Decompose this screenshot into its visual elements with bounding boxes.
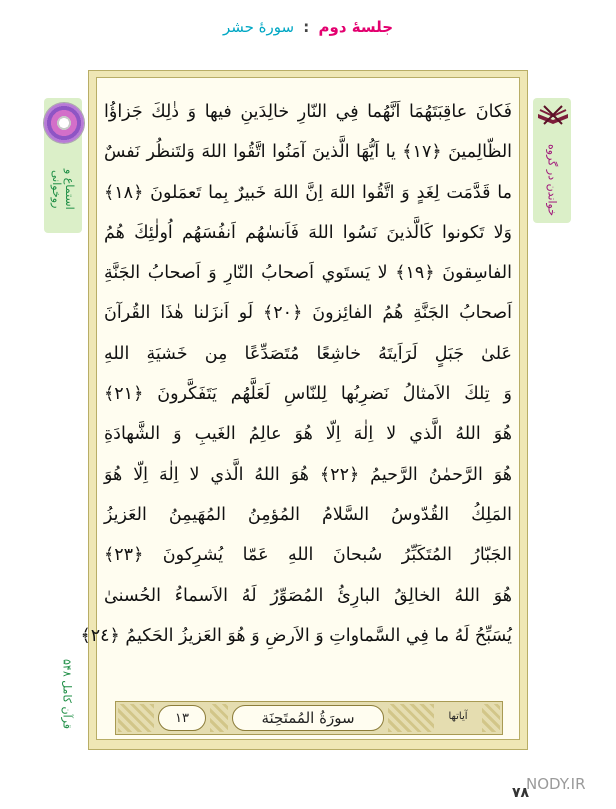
verse-line: الظّالِمينَ ﴿١٧﴾ يا اَيُّهَا الَّذينَ آمَنُوا اتَّقُوا اللهَ وَلتَنظُر نَفسٌ — [104, 142, 513, 163]
verse-line: فَكانَ عاقِبَتَهُمَا اَنَّهُما فِي النّارِ خالِدَينِ فيها وَ ذٰلِكَ جَزاؤُا — [104, 102, 512, 122]
quran-book-icon — [536, 104, 570, 128]
page-number: ۷۸ — [512, 785, 530, 801]
watermark: NODY.IR — [526, 775, 586, 793]
session-label: جلسهٔ دوم — [318, 18, 394, 36]
verse-line: ما قَدَّمَت لِغَدٍ وَ اتَّقُوا اللهَ اِنَّ اللهَ خَبيرٌ بِما تَعمَلونَ ﴿١٨﴾ — [104, 182, 512, 203]
group-reading-tab-label: خواندن در گروه — [545, 143, 559, 217]
ornament-pattern — [482, 704, 500, 732]
ayat-label: آیاتها — [448, 711, 468, 722]
verse-line: هُوَ اللهُ الخالِقُ البارِئُ المُصَوِّرُ لَهُ الاَسماءُ الحُسنىٰ — [104, 585, 512, 606]
verse-line: وَ تِلكَ الاَمثالُ نَضرِبُها لِلنّاسِ لَعَلَّهُم يَتَفَكَّرونَ ﴿٢١﴾ — [104, 384, 512, 405]
quran-text-block — [80, 92, 513, 656]
ornament-pattern — [118, 704, 154, 732]
verse-line: هُوَ اللهُ الَّذي لا اِلٰهَ اِلّا هُوَ عالِمُ الغَيبِ وَ الشَّهادَةِ — [104, 424, 512, 445]
verse-line: الفاسِقونَ ﴿١٩﴾ لا يَستَوي اَصحابُ النّارِ وَ اَصحابُ الجَنَّةِ — [104, 263, 512, 284]
verse-line: يُسَبِّحُ لَهُ ما فِي السَّماواتِ وَ الاَرضِ وَ هُوَ العَزيزُ الحَكيمُ ﴿٢٤﴾ — [80, 625, 512, 646]
header-separator: : — [303, 18, 310, 36]
ayat-count: ١٣ — [158, 705, 206, 731]
verse-line: المَلِكُ القُدّوسُ السَّلامُ المُؤمِنُ المُهَيمِنُ العَزيزُ — [104, 504, 512, 525]
listening-tab-label: استماع و روخوانی — [50, 168, 76, 210]
ornament-pattern — [388, 704, 434, 732]
next-surah-title: سورَةُ المُمتَحِنَة — [232, 705, 384, 731]
surah-label: سورهٔ حشر — [222, 18, 295, 36]
full-quran-page-note: قرآن کامل ۵۴۸ — [60, 659, 74, 730]
ornament-pattern — [210, 704, 228, 732]
page-header — [0, 18, 616, 36]
verse-line: اَصحابُ الجَنَّةِ هُمُ الفائِزونَ ﴿٢٠﴾ لَو اَنزَلنا هٰذَا القُرآنَ — [104, 303, 512, 324]
verse-line: وَلا تَكونوا كَالَّذينَ نَسُوا اللهَ فَاَنسٰهُم اَنفُسَهُم اُولٰئِكَ هُمُ — [104, 222, 512, 243]
cd-icon — [44, 103, 84, 143]
verse-line: هُوَ الرَّحمٰنُ الرَّحيمُ ﴿٢٢﴾ هُوَ اللهُ الَّذي لا اِلٰهَ اِلّا هُوَ — [104, 464, 513, 485]
verse-line: عَلىٰ جَبَلٍ لَرَاَيتَهُ خاشِعًا مُتَصَدِّعًا مِن خَشيَةِ اللهِ — [104, 343, 512, 364]
verse-line: الجَبّارُ المُتَكَبِّرُ سُبحانَ اللهِ عَمّا يُشرِكونَ ﴿٢٣﴾ — [104, 545, 512, 566]
